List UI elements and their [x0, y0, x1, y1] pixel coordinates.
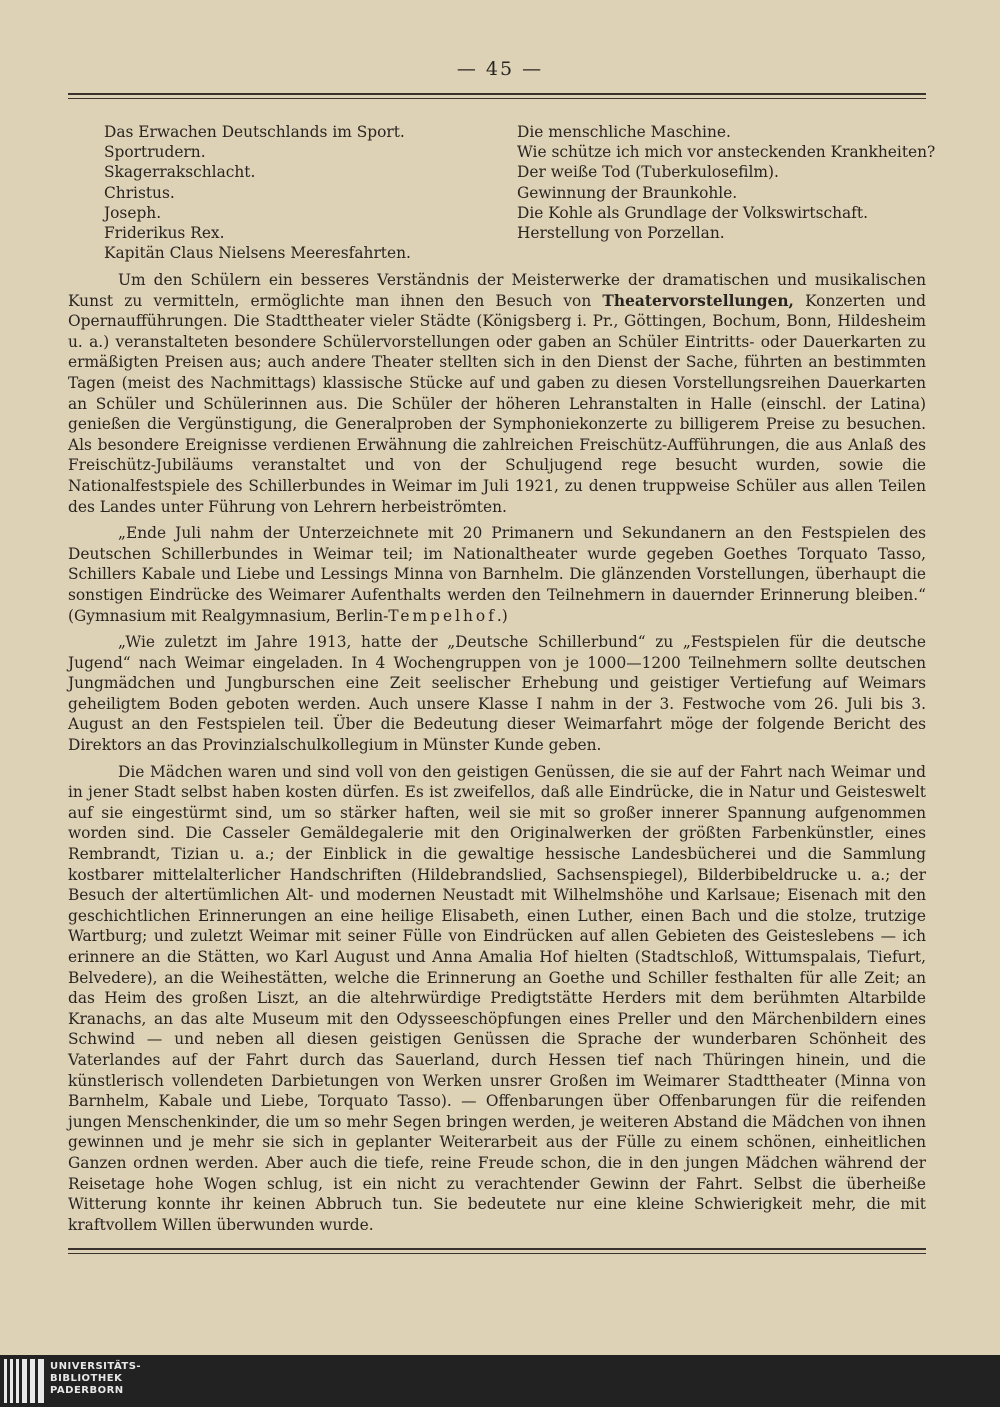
paragraph-text: „Ende Juli nahm der Unterzeichnete mit 20 Primanern und Sekundanern an den Festspielen des Deutschen Schillerbundes in Weimar teil; im Nationaltheater wurde gegeben Goethes Torquato Tasso, Schillers Kabale und Liebe und Lessings Minna von Barnhelm. Die glänzenden Vorstellungen, überhaupt die sonstigen Eindrücke des Weimarer Aufenthalts werden den Teilnehmern in dauernder Erinnerung bleiben.“ (Gymnasium mit Realgymnasium, Berlin- — [68, 524, 926, 625]
film-item: Herstellung von Porzellan. — [517, 224, 725, 243]
library-footer — [0, 1355, 1000, 1407]
film-item: Friderikus Rex. — [104, 224, 225, 243]
logo-line: PADERBORN — [50, 1385, 124, 1396]
spaced-term: Tempelhof — [388, 606, 497, 625]
header-rule-top — [68, 93, 926, 95]
library-logo-icon — [4, 1359, 44, 1403]
bold-term: Theatervorstellungen, — [602, 291, 794, 310]
paragraph-quote-berlin — [68, 523, 926, 626]
logo-line: UNIVERSITÄTS- — [50, 1361, 142, 1372]
paragraph-report: Die Mädchen waren und sind voll von den geistigen Genüssen, die sie auf der Fahrt nach Weimar und in jener Stadt selbst haben kosten dürfen. Es ist zweifellos, daß alle Eindrücke, die in Natur und Geisteswelt auf sie eingestürmt sind, um so stärker haften, weil sie mit so großer innerer Spannung aufgenommen worden sind. Die Casseler Gemäldegalerie mit den Originalwerken der größten Farbenkünstler, eines Rembrandt, Tizian u. a.; der Einblick in die gewaltige hessische Landesbücherei und die Sammlung kostbarer mittelalterlicher Handschriften (Hildebrandslied, Sachsenspiegel), Bilderbibeldrucke u. a.; der Besuch der altertümlichen Alt- und modernen Neustadt mit Wilhelmshöhe und Karlsaue; Eisenach mit den geschichtlichen Erinnerungen an eine heilige Elisabeth, einen Luther, einen Bach und die stolze, trutzige Wartburg; und zuletzt Weimar mit seiner Fülle von Eindrücken auf allen Gebieten des Geisteslebens — ich erinnere an die Stätten, wo Karl August und Anna Amalia Hof hielten (Stadtschloß, Wittumspalais, Tiefurt, Belvedere), an die Weihestätten, welche die Erinnerung an Goethe und Schiller festhalten für alle Zeit; an das Heim des großen Liszt, an die altehrwürdige Predigtstätte Herders mit dem berühmten Altarbilde Kranachs, an das alte Museum mit den Odysseeschöpfungen eines Preller und den Märchenbildern eines Schwind — und neben all diesen geistigen Genüssen die Sprache der wunderbaren Schönheit des Vaterlandes auf der Fahrt durch das Sauerland, durch Hessen tief nach Thüringen hinein, und die künstlerisch vollendeten Darbietungen von Werken unsrer Großen im Weimarer Stadttheater (Minna von Barnhelm, Kabale und Liebe, Torquato Tasso). — Offenbarungen über Offenbarungen für die reifenden jungen Menschenkinder, die um so mehr Segen bringen werden, je weiteren Abstand die Mädchen von ihnen gewinnen und je mehr sie sich in geplanter Weiterarbeit aus der Fülle zu einem schönen, einheitlichen Ganzen ordnen werden. Aber auch die tiefe, reine Freude schon, die in den jungen Mädchen während der Reisetage hohe Wogen schlug, ist ein nicht zu verachtender Gewinn der Fahrt. Selbst die überheiße Witterung konnte ihr keinen Abbruch tun. Sie bedeutete nur eine kleine Schwierigkeit mehr, die mit kraftvollem Willen überwunden wurde. — [68, 762, 926, 1234]
film-item: Christus. — [104, 183, 175, 202]
header-rule-bottom — [68, 98, 926, 99]
film-item: Wie schütze ich mich vor ansteckenden Krankheiten? — [517, 143, 936, 162]
footer-rule-top — [68, 1248, 926, 1250]
film-item: Die menschliche Maschine. — [517, 123, 731, 141]
library-logo-text — [50, 1361, 141, 1397]
film-list-right — [517, 122, 935, 243]
film-item: Die Kohle als Grundlage der Volkswirtschaft. — [517, 203, 868, 222]
paragraph-schillerbund: „Wie zuletzt im Jahre 1913, hatte der „Deutsche Schillerbund“ zu „Festspielen für die deutsche Jugend“ nach Weimar eingeladen. In 4 Wochengruppen von je 1000—1200 Teilnehmern sollte deutschen Jungmädchen und Jungburschen eine Zeit seelischer Erhebung und geistiger Vertiefung auf Weimars geheiligtem Boden geboten werden. Auch unsere Klasse I nahm in der 3. Festwoche vom 26. Juli bis 3. August an den Festspielen teil. Über die Bedeutung dieser Weimarfahrt möge der folgende Bericht des Direktors an das Provinzialschulkollegium in Münster Kunde geben. — [68, 633, 926, 755]
film-item: Kapitän Claus Nielsens Meeresfahrten. — [104, 244, 411, 263]
film-item: Sportrudern. — [104, 143, 206, 162]
film-item: Gewinnung der Braunkohle. — [517, 183, 738, 202]
film-item: Der weiße Tod (Tuberkulosefilm). — [517, 163, 779, 182]
film-item: Skagerrakschlacht. — [104, 163, 256, 182]
paragraph-text: .) — [496, 606, 508, 625]
body-text — [68, 270, 926, 1241]
paragraph-text: Konzerten und Opernaufführungen. Die Stadttheater vieler Städte (Königsberg i. Pr., Göttingen, Bochum, Bonn, Hildesheim u. a.) veranstalteten besondere Schülervorstellungen oder gaben an Schüler Eintritts- oder Dauerkarten zu ermäßigten Preisen aus; auch andere Theater stellten sich in den Dienst der Sache, führten an bestimmten Tagen (meist des Nachmittags) klassische Stücke auf und gaben zu diesen Vorstellungsreihen Dauerkarten an Schüler und Schülerinnen aus. Die Schüler der höheren Lehranstalten in Halle (einschl. der Latina) genießen die Vergünstigung, die Generalproben der Symphoniekonzerte zu billigerem Preise zu besuchen. Als besondere Ereignisse verdienen Erwähnung die zahlreichen Freischütz-Aufführungen, die aus Anlaß des Freischütz-Jubiläums veranstaltet und von der Schuljugend rege besucht wurden, sowie die Nationalfestspiele des Schillerbundes in Weimar im Juli 1921, zu denen truppweise Schüler aus allen Teilen des Landes unter Führung von Lehrern herbeiströmten. — [68, 291, 926, 516]
film-item: Das Erwachen Deutschlands im Sport. — [104, 123, 405, 141]
footer-rule-bottom — [68, 1253, 926, 1254]
film-item: Joseph. — [104, 203, 162, 222]
page-number: — 45 — — [456, 58, 544, 80]
film-list-left — [104, 122, 411, 263]
logo-line: BIBLIOTHEK — [50, 1373, 123, 1384]
paragraph-text: Um den Schülern ein besseres Verständnis der Meisterwerke der dramatischen und musikalischen Kunst zu vermitteln, ermöglichte man ihnen den Besuch von — [68, 271, 926, 310]
paragraph-theater — [68, 270, 926, 517]
